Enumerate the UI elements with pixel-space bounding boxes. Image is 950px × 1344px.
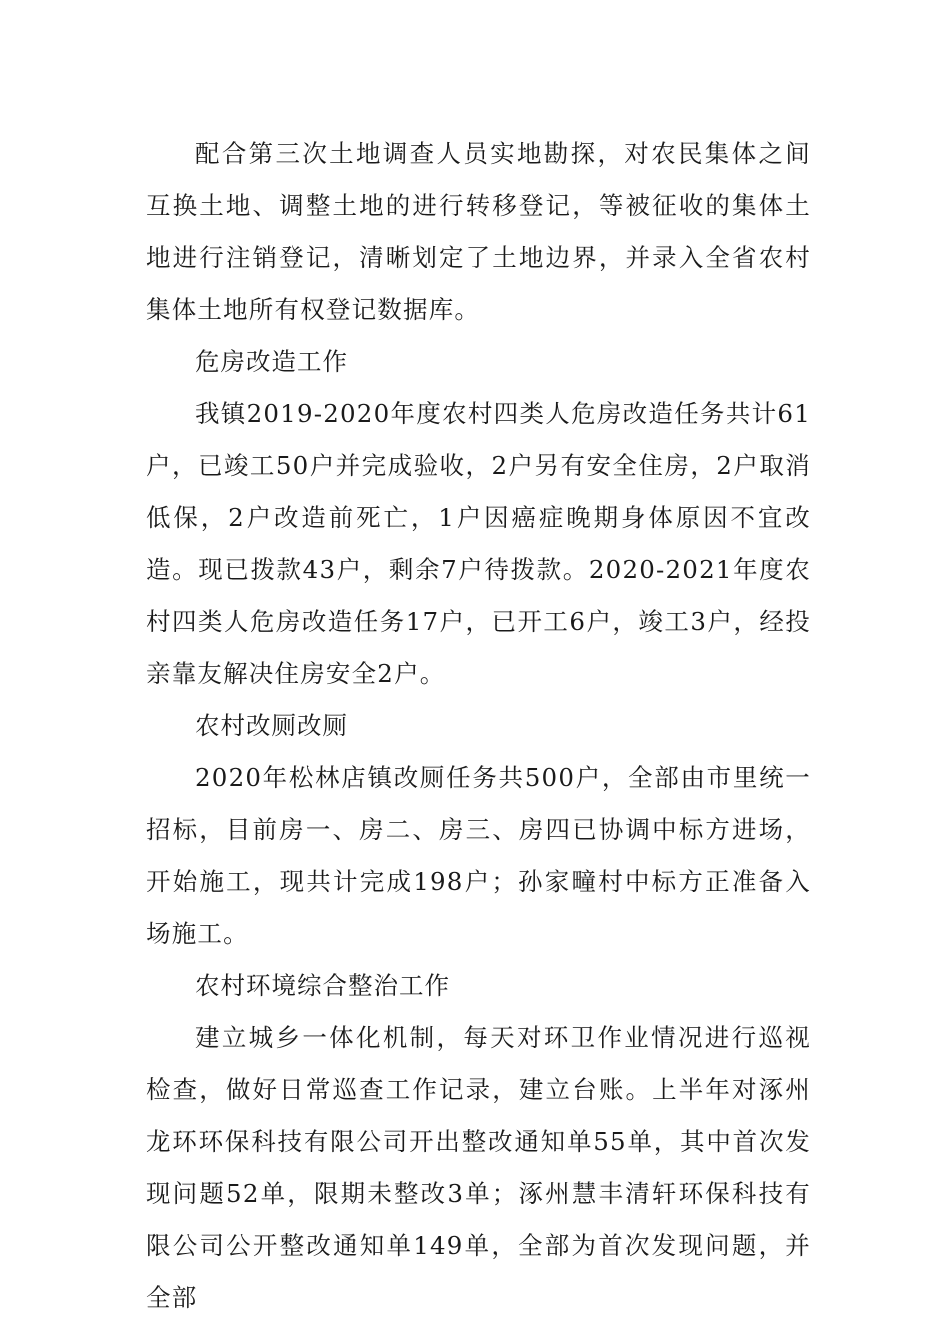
document-body bbox=[146, 128, 811, 1324]
paragraph-toilet-renovation: 2020年松林店镇改厕任务共500户，全部由市里统一招标，目前房一、房二、房三、房四已协调中标方进场，开始施工，现共计完成198户；孙家疃村中标方正准备入场施工。 bbox=[146, 763, 811, 948]
heading-dangerous-housing: 危房改造工作 bbox=[195, 347, 348, 376]
heading-environment-remediation: 农村环境综合整治工作 bbox=[195, 971, 450, 1000]
paragraph-environment-remediation: 建立城乡一体化机制，每天对环卫作业情况进行巡视检查，做好日常巡查工作记录，建立台账。上半年对涿州龙环环保科技有限公司开出整改通知单55单，其中首次发现问题52单，限期未整改3单；涿州慧丰清轩环保科技有限公司公开整改通知单149单，全部为首次发现问题，并全部 bbox=[146, 1023, 811, 1312]
paragraph-land-registration: 配合第三次土地调查人员实地勘探，对农民集体之间互换土地、调整土地的进行转移登记，等被征收的集体土地进行注销登记，清晰划定了土地边界，并录入全省农村集体土地所有权登记数据库。 bbox=[146, 139, 811, 324]
paragraph-dangerous-housing: 我镇2019-2020年度农村四类人危房改造任务共计61户，已竣工50户并完成验收，2户另有安全住房，2户取消低保，2户改造前死亡，1户因癌症晚期身体原因不宜改造。现已拨款43户，剩余7户待拨款。2020-2021年度农村四类人危房改造任务17户，已开工6户，竣工3户，经投亲靠友解决住房安全2户。 bbox=[146, 399, 811, 688]
heading-toilet-renovation: 农村改厕改厕 bbox=[195, 711, 348, 740]
